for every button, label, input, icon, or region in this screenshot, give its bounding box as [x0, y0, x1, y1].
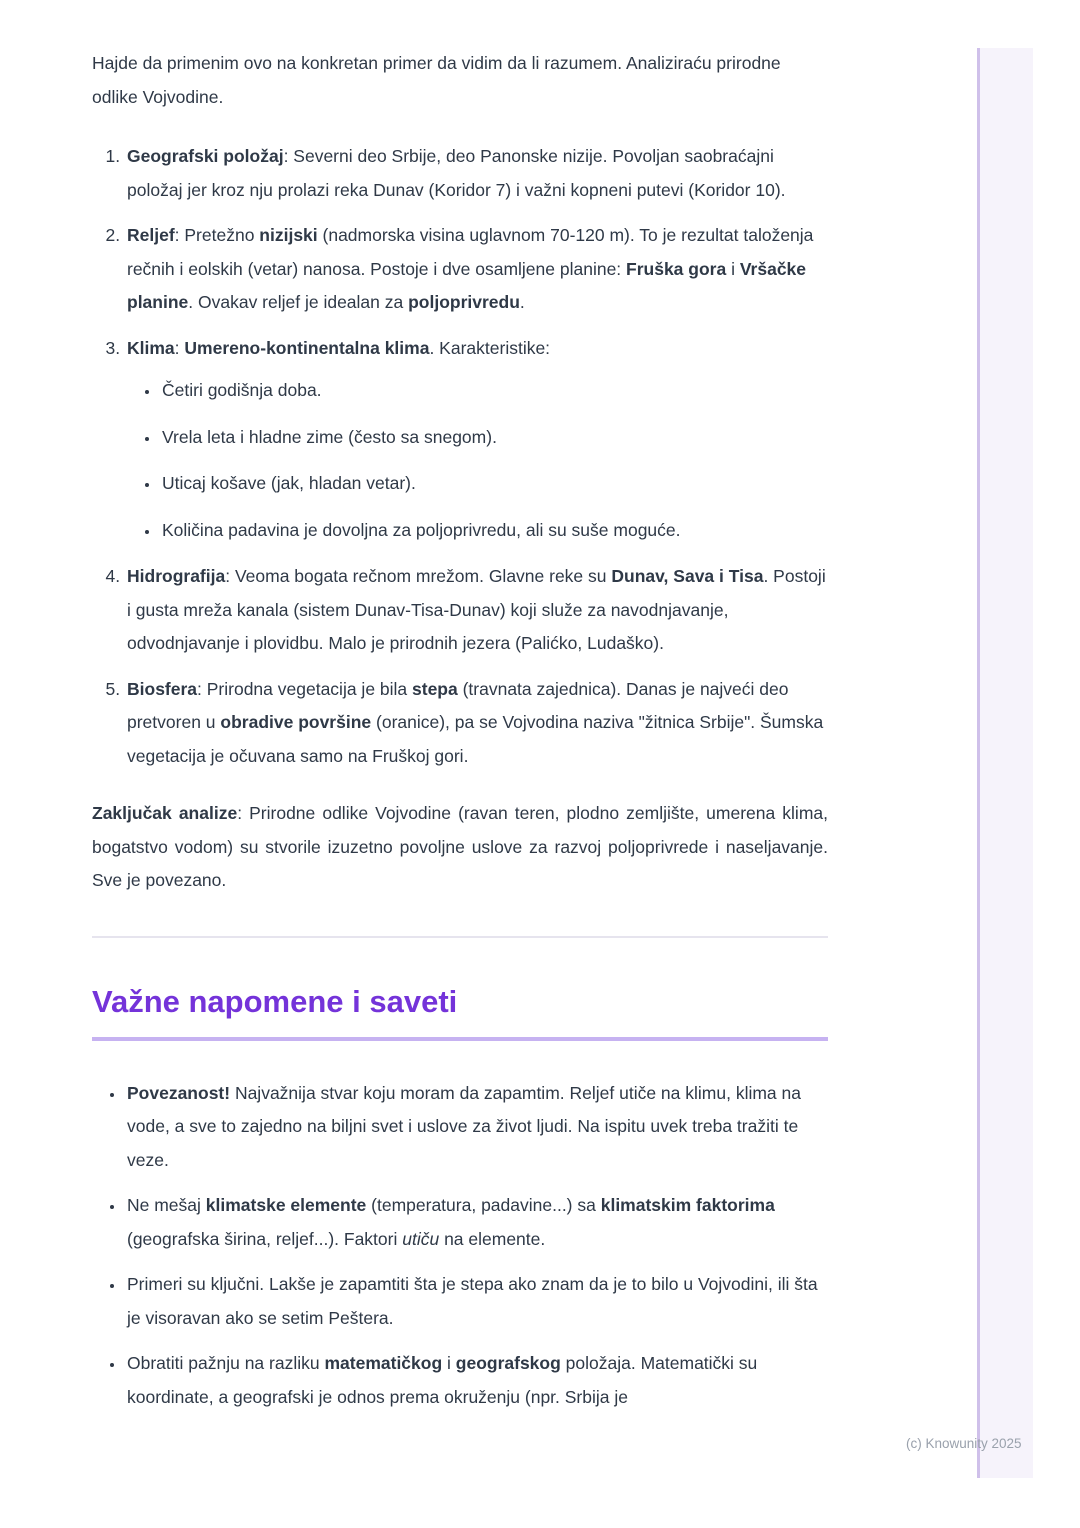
- list-item-text: [127, 1268, 828, 1335]
- bold-text-run: Hidrografija: [127, 566, 226, 586]
- list-item-text: [127, 1347, 828, 1414]
- text-run: (oranice), pa se Vojvodina naziva "žitnica Srbije". Šumska vegetacija je očuvana samo na Fruškoj gori.: [127, 712, 824, 766]
- text-run: Ne mešaj: [127, 1195, 206, 1215]
- text-run: Najvažnija stvar koju moram da zapamtim. Reljef utiče na klimu, klima na vode, a sve to zajedno na biljni svet i uslove za život ljudi. Na ispitu uvek treba tražiti te veze.: [127, 1082, 801, 1170]
- list-item: [125, 1189, 828, 1256]
- bold-text-run: Reljef: [127, 225, 175, 245]
- list-item-text: [127, 560, 828, 661]
- list-item-text: [127, 332, 828, 366]
- text-run: Četiri godišnja doba.: [162, 380, 322, 400]
- text-run: (temperatura, padavine...) sa: [366, 1195, 601, 1215]
- bold-text-run: Klima: [127, 337, 175, 358]
- text-run: (geografska širina, reljef...). Faktori: [127, 1228, 403, 1249]
- bold-text-run: Fruška gora: [626, 258, 727, 279]
- text-run: (nadmorska visina uglavnom 70-120 m). To je rezultat taloženja rečnih i eolskih (vetar) nanosa. Postoje i dve osamljene planine:: [127, 225, 814, 279]
- text-run: . Ovakav reljef je idealan za: [188, 292, 409, 312]
- list-item-text: [127, 673, 828, 774]
- text-run: i: [442, 1353, 456, 1373]
- text-run: . Postoji i gusta mreža kanala (sistem Dunav-Tisa-Dunav) koji služe za navodnjavanje, odvodnjavanje i plovidbu. Malo je prirodnih jezera (Palićko, Ludaško).: [127, 566, 826, 653]
- text-run: Primeri su ključni. Lakše je zapamtiti šta je stepa ako znam da je to bilo u Vojvodini, ili šta je visoravan ako se setim Peštera.: [127, 1274, 818, 1328]
- sub-list-item: [160, 421, 828, 455]
- list-item: [125, 140, 828, 207]
- bold-text-run: Vršačke planine: [127, 258, 807, 312]
- notes-list: [92, 1077, 828, 1415]
- text-run: Uticaj košave (jak, hladan vetar).: [162, 473, 416, 493]
- bold-text-run: Umereno-kontinentalna klima: [184, 337, 430, 358]
- intro-paragraph: [92, 47, 828, 114]
- bold-text-run: poljoprivredu: [408, 292, 520, 312]
- list-item-text: [127, 1189, 828, 1256]
- numbered-list: [92, 140, 828, 773]
- italic-text-run: utiču: [402, 1228, 440, 1249]
- list-item: [125, 332, 828, 548]
- conclusion-paragraph: [92, 797, 828, 898]
- next-page-preview: [977, 48, 1033, 1478]
- text-run: : Prirodna vegetacija je bila: [197, 678, 413, 699]
- list-item-text: [127, 140, 828, 207]
- section-divider: [92, 936, 828, 938]
- text-run: položaja. Matematički su koordinate, a geografski je odnos prema okruženju (npr. Srbija je: [127, 1353, 758, 1407]
- text-run: Obratiti pažnju na razliku: [127, 1353, 325, 1373]
- copyright-note: (c) Knowunity 2025: [906, 1436, 1022, 1451]
- text-run: . Karakteristike:: [429, 337, 551, 358]
- bold-text-run: Geografski položaj: [127, 146, 284, 166]
- bold-text-run: Dunav, Sava i Tisa: [611, 566, 764, 586]
- bold-text-run: geografskog: [455, 1353, 561, 1373]
- list-item-text: [127, 219, 828, 320]
- sub-list-item: [160, 514, 828, 548]
- list-item: [125, 1077, 828, 1178]
- bold-text-run: klimatskim faktorima: [600, 1195, 775, 1215]
- list-item: [125, 1347, 828, 1414]
- sub-list: [127, 374, 828, 547]
- section-title: Važne napomene i saveti: [92, 982, 828, 1041]
- text-run: : Veoma bogata rečnom mrežom. Glavne reke su: [225, 566, 612, 586]
- sub-list-item: [160, 374, 828, 408]
- bold-text-run: nizijski: [259, 225, 318, 245]
- list-item: [125, 673, 828, 774]
- text-run: na elemente.: [439, 1228, 546, 1249]
- bold-text-run: Zaključak analize: [92, 803, 238, 823]
- sub-list-item: [160, 467, 828, 501]
- text-run: .: [519, 292, 525, 312]
- list-item: [125, 219, 828, 320]
- document-content: [92, 47, 828, 1426]
- text-run: : Prirodne odlike Vojvodine (ravan teren, plodno zemljište, umerena klima, bogatstvo vodom) su stvorile izuzetno povoljne uslove za razvoj poljoprivrede i naseljavanje. Sve je povezano.: [92, 803, 828, 890]
- bold-text-run: klimatske elemente: [205, 1195, 367, 1215]
- text-run: Vrela leta i hladne zime (često sa snegom).: [162, 426, 497, 447]
- bold-text-run: matematičkog: [324, 1353, 443, 1373]
- bold-text-run: stepa: [412, 678, 458, 699]
- list-item: [125, 1268, 828, 1335]
- text-run: : Pretežno: [174, 225, 260, 245]
- text-run: i: [726, 258, 740, 279]
- list-item-text: [127, 1077, 828, 1178]
- bold-text-run: Povezanost!: [127, 1082, 231, 1103]
- text-run: : Severni deo Srbije, deo Panonske nizije. Povoljan saobraćajni položaj jer kroz nju prolazi reka Dunav (Koridor 7) i važni kopneni putevi (Koridor 10).: [127, 146, 786, 200]
- text-run: (travnata zajednica). Danas je najveći deo pretvoren u: [127, 678, 789, 732]
- list-item: [125, 560, 828, 661]
- text-run: Količina padavina je dovoljna za poljoprivredu, ali su suše moguće.: [162, 519, 681, 540]
- text-run: Hajde da primenim ovo na konkretan primer da vidim da li razumem. Analiziraću prirodne odlike Vojvodine.: [92, 53, 781, 107]
- bold-text-run: Biosfera: [127, 678, 198, 699]
- text-run: :: [174, 337, 185, 358]
- bold-text-run: obradive površine: [220, 712, 372, 732]
